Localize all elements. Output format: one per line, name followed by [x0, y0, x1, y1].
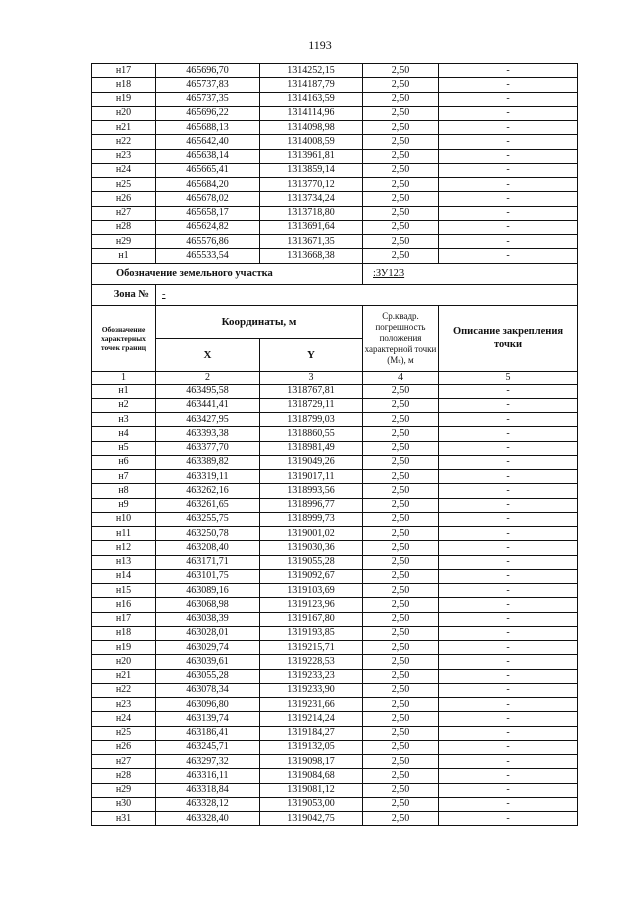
point-name-cell: н23 — [92, 698, 156, 712]
mean-error-cell: 2,50 — [363, 555, 439, 569]
point-name-cell: н2 — [92, 398, 156, 412]
mean-error-cell: 2,50 — [363, 135, 439, 149]
mean-error-cell: 2,50 — [363, 384, 439, 398]
mean-error-cell: 2,50 — [363, 441, 439, 455]
header-row-1 — [92, 305, 578, 338]
point-name-cell: н19 — [92, 92, 156, 106]
x-coordinate-cell: 463055,28 — [156, 669, 260, 683]
x-coordinate-cell: 463068,98 — [156, 598, 260, 612]
y-coordinate-cell: 1319042,75 — [260, 812, 363, 826]
mean-error-cell: 2,50 — [363, 712, 439, 726]
y-coordinate-cell: 1319092,67 — [260, 569, 363, 583]
x-coordinate-cell: 463495,58 — [156, 384, 260, 398]
table-row — [92, 78, 578, 92]
y-coordinate-cell: 1319214,24 — [260, 712, 363, 726]
description-cell: - — [439, 769, 578, 783]
table-row — [92, 641, 578, 655]
table-row — [92, 783, 578, 797]
table-row — [92, 726, 578, 740]
description-cell: - — [439, 92, 578, 106]
x-coordinate-cell: 463039,61 — [156, 655, 260, 669]
point-name-cell: н23 — [92, 149, 156, 163]
description-cell: - — [439, 641, 578, 655]
table-row — [92, 220, 578, 234]
x-coordinate-cell: 463316,11 — [156, 769, 260, 783]
table-row — [92, 427, 578, 441]
table-body-top — [92, 64, 578, 264]
table-row — [92, 712, 578, 726]
point-name-cell: н25 — [92, 178, 156, 192]
parcel-value: :ЗУ123 — [363, 263, 578, 284]
x-coordinate-cell: 465688,13 — [156, 121, 260, 135]
description-cell: - — [439, 626, 578, 640]
point-name-cell: н10 — [92, 512, 156, 526]
table-row — [92, 683, 578, 697]
zone-label: Зона № — [92, 284, 156, 305]
y-coordinate-cell: 1318981,49 — [260, 441, 363, 455]
description-cell: - — [439, 249, 578, 263]
mean-error-cell: 2,50 — [363, 92, 439, 106]
table-row — [92, 178, 578, 192]
x-coordinate-cell: 463250,78 — [156, 527, 260, 541]
y-coordinate-cell: 1318860,55 — [260, 427, 363, 441]
x-coordinate-cell: 463089,16 — [156, 584, 260, 598]
y-coordinate-cell: 1313961,81 — [260, 149, 363, 163]
description-cell: - — [439, 797, 578, 811]
point-name-cell: н24 — [92, 712, 156, 726]
mean-error-cell: 2,50 — [363, 192, 439, 206]
point-name-cell: н27 — [92, 755, 156, 769]
y-coordinate-cell: 1319123,96 — [260, 598, 363, 612]
mean-error-cell: 2,50 — [363, 249, 439, 263]
mean-error-cell: 2,50 — [363, 641, 439, 655]
mean-error-cell: 2,50 — [363, 683, 439, 697]
table-row — [92, 249, 578, 263]
x-coordinate-cell: 465658,17 — [156, 206, 260, 220]
point-name-cell: н15 — [92, 584, 156, 598]
y-coordinate-cell: 1319053,00 — [260, 797, 363, 811]
y-coordinate-cell: 1319001,02 — [260, 527, 363, 541]
table-body-bottom — [92, 384, 578, 826]
point-name-cell: н25 — [92, 726, 156, 740]
mean-error-cell: 2,50 — [363, 755, 439, 769]
mean-error-cell: 2,50 — [363, 413, 439, 427]
table-row — [92, 106, 578, 120]
table-row — [92, 398, 578, 412]
description-cell: - — [439, 812, 578, 826]
mean-error-cell: 2,50 — [363, 178, 439, 192]
table-row — [92, 235, 578, 249]
description-cell: - — [439, 584, 578, 598]
column-number: 5 — [439, 371, 578, 384]
description-cell: - — [439, 783, 578, 797]
column-number: 3 — [260, 371, 363, 384]
table-row — [92, 541, 578, 555]
description-cell: - — [439, 555, 578, 569]
point-name-cell: н21 — [92, 669, 156, 683]
mean-error-cell: 2,50 — [363, 598, 439, 612]
point-name-cell: н6 — [92, 455, 156, 469]
description-cell: - — [439, 427, 578, 441]
point-name-cell: н16 — [92, 598, 156, 612]
description-cell: - — [439, 398, 578, 412]
y-coordinate-cell: 1314114,96 — [260, 106, 363, 120]
header-coordinates: Координаты, м — [156, 305, 363, 338]
header-mean-error: Ср.квадр. погрешность положения характерной точки (Mₜ), м — [363, 305, 439, 371]
mean-error-cell: 2,50 — [363, 612, 439, 626]
description-cell: - — [439, 470, 578, 484]
mean-error-cell: 2,50 — [363, 669, 439, 683]
y-coordinate-cell: 1313770,12 — [260, 178, 363, 192]
y-coordinate-cell: 1319233,23 — [260, 669, 363, 683]
y-coordinate-cell: 1319167,80 — [260, 612, 363, 626]
description-cell: - — [439, 612, 578, 626]
mean-error-cell: 2,50 — [363, 569, 439, 583]
mean-error-cell: 2,50 — [363, 455, 439, 469]
point-name-cell: н18 — [92, 626, 156, 640]
y-coordinate-cell: 1318993,56 — [260, 484, 363, 498]
column-number: 4 — [363, 371, 439, 384]
mean-error-cell: 2,50 — [363, 220, 439, 234]
y-coordinate-cell: 1319228,53 — [260, 655, 363, 669]
mean-error-cell: 2,50 — [363, 163, 439, 177]
y-coordinate-cell: 1318996,77 — [260, 498, 363, 512]
mean-error-cell: 2,50 — [363, 541, 439, 555]
point-name-cell: н28 — [92, 220, 156, 234]
table-row — [92, 413, 578, 427]
table-row — [92, 121, 578, 135]
table-row — [92, 484, 578, 498]
column-number: 1 — [92, 371, 156, 384]
description-cell: - — [439, 455, 578, 469]
mean-error-cell: 2,50 — [363, 584, 439, 598]
mean-error-cell: 2,50 — [363, 769, 439, 783]
table-row — [92, 569, 578, 583]
x-coordinate-cell: 463101,75 — [156, 569, 260, 583]
table-row — [92, 384, 578, 398]
point-name-cell: н27 — [92, 206, 156, 220]
x-coordinate-cell: 463255,75 — [156, 512, 260, 526]
y-coordinate-cell: 1319055,28 — [260, 555, 363, 569]
y-coordinate-cell: 1319030,36 — [260, 541, 363, 555]
point-name-cell: н21 — [92, 121, 156, 135]
point-name-cell: н18 — [92, 78, 156, 92]
mean-error-cell: 2,50 — [363, 427, 439, 441]
y-coordinate-cell: 1319193,85 — [260, 626, 363, 640]
mean-error-cell: 2,50 — [363, 398, 439, 412]
description-cell: - — [439, 755, 578, 769]
description-cell: - — [439, 121, 578, 135]
x-coordinate-cell: 465642,40 — [156, 135, 260, 149]
point-name-cell: н20 — [92, 106, 156, 120]
mean-error-cell: 2,50 — [363, 726, 439, 740]
mean-error-cell: 2,50 — [363, 149, 439, 163]
mean-error-cell: 2,50 — [363, 797, 439, 811]
description-cell: - — [439, 149, 578, 163]
table-row — [92, 135, 578, 149]
point-name-cell: н31 — [92, 812, 156, 826]
x-coordinate-cell: 463186,41 — [156, 726, 260, 740]
y-coordinate-cell: 1314187,79 — [260, 78, 363, 92]
table-row — [92, 769, 578, 783]
description-cell: - — [439, 441, 578, 455]
point-name-cell: н26 — [92, 192, 156, 206]
y-coordinate-cell: 1318767,81 — [260, 384, 363, 398]
point-name-cell: н22 — [92, 683, 156, 697]
point-name-cell: н14 — [92, 569, 156, 583]
y-coordinate-cell: 1319081,12 — [260, 783, 363, 797]
description-cell: - — [439, 384, 578, 398]
table-row — [92, 163, 578, 177]
mean-error-cell: 2,50 — [363, 235, 439, 249]
point-name-cell: н12 — [92, 541, 156, 555]
x-coordinate-cell: 463029,74 — [156, 641, 260, 655]
description-cell: - — [439, 683, 578, 697]
description-cell: - — [439, 698, 578, 712]
table-row — [92, 669, 578, 683]
y-coordinate-cell: 1319184,27 — [260, 726, 363, 740]
x-coordinate-cell: 463262,16 — [156, 484, 260, 498]
description-cell: - — [439, 726, 578, 740]
x-coordinate-cell: 463078,34 — [156, 683, 260, 697]
x-coordinate-cell: 463208,40 — [156, 541, 260, 555]
x-coordinate-cell: 463427,95 — [156, 413, 260, 427]
x-coordinate-cell: 463038,39 — [156, 612, 260, 626]
point-name-cell: н8 — [92, 484, 156, 498]
y-coordinate-cell: 1319049,26 — [260, 455, 363, 469]
description-cell: - — [439, 498, 578, 512]
y-coordinate-cell: 1319215,71 — [260, 641, 363, 655]
mean-error-cell: 2,50 — [363, 470, 439, 484]
table-row — [92, 441, 578, 455]
point-name-cell: н9 — [92, 498, 156, 512]
point-name-cell: н3 — [92, 413, 156, 427]
y-coordinate-cell: 1319132,05 — [260, 740, 363, 754]
description-cell: - — [439, 206, 578, 220]
x-coordinate-cell: 463318,84 — [156, 783, 260, 797]
point-name-cell: н17 — [92, 64, 156, 78]
table-row — [92, 470, 578, 484]
table-row — [92, 512, 578, 526]
y-coordinate-cell: 1318729,11 — [260, 398, 363, 412]
mean-error-cell: 2,50 — [363, 498, 439, 512]
description-cell: - — [439, 64, 578, 78]
x-coordinate-cell: 463139,74 — [156, 712, 260, 726]
table-row — [92, 455, 578, 469]
y-coordinate-cell: 1319017,11 — [260, 470, 363, 484]
y-coordinate-cell: 1319084,68 — [260, 769, 363, 783]
mean-error-cell: 2,50 — [363, 698, 439, 712]
mean-error-cell: 2,50 — [363, 655, 439, 669]
y-coordinate-cell: 1313691,64 — [260, 220, 363, 234]
x-coordinate-cell: 465737,83 — [156, 78, 260, 92]
x-coordinate-cell: 465638,14 — [156, 149, 260, 163]
mean-error-cell: 2,50 — [363, 512, 439, 526]
point-name-cell: н13 — [92, 555, 156, 569]
description-cell: - — [439, 413, 578, 427]
mean-error-cell: 2,50 — [363, 78, 439, 92]
description-cell: - — [439, 669, 578, 683]
description-cell: - — [439, 655, 578, 669]
point-name-cell: н24 — [92, 163, 156, 177]
mean-error-cell: 2,50 — [363, 206, 439, 220]
point-name-cell: н4 — [92, 427, 156, 441]
table-row — [92, 812, 578, 826]
description-cell: - — [439, 740, 578, 754]
x-coordinate-cell: 463028,01 — [156, 626, 260, 640]
column-number-row — [92, 371, 578, 384]
header-y: Y — [260, 338, 363, 371]
zone-row — [92, 284, 578, 305]
mean-error-cell: 2,50 — [363, 740, 439, 754]
table-row — [92, 149, 578, 163]
description-cell: - — [439, 178, 578, 192]
coordinates-table — [91, 63, 578, 826]
mean-error-cell: 2,50 — [363, 783, 439, 797]
table-row — [92, 584, 578, 598]
x-coordinate-cell: 463171,71 — [156, 555, 260, 569]
x-coordinate-cell: 463096,80 — [156, 698, 260, 712]
point-name-cell: н7 — [92, 470, 156, 484]
x-coordinate-cell: 465624,82 — [156, 220, 260, 234]
x-coordinate-cell: 465684,20 — [156, 178, 260, 192]
description-cell: - — [439, 220, 578, 234]
x-coordinate-cell: 463393,38 — [156, 427, 260, 441]
point-name-cell: н22 — [92, 135, 156, 149]
y-coordinate-cell: 1313859,14 — [260, 163, 363, 177]
mean-error-cell: 2,50 — [363, 527, 439, 541]
y-coordinate-cell: 1319098,17 — [260, 755, 363, 769]
table-row — [92, 755, 578, 769]
y-coordinate-cell: 1314163,59 — [260, 92, 363, 106]
x-coordinate-cell: 465665,41 — [156, 163, 260, 177]
table-row — [92, 598, 578, 612]
point-name-cell: н1 — [92, 384, 156, 398]
y-coordinate-cell: 1319231,66 — [260, 698, 363, 712]
y-coordinate-cell: 1319233,90 — [260, 683, 363, 697]
mean-error-cell: 2,50 — [363, 626, 439, 640]
description-cell: - — [439, 512, 578, 526]
y-coordinate-cell: 1313668,38 — [260, 249, 363, 263]
description-cell: - — [439, 106, 578, 120]
mean-error-cell: 2,50 — [363, 64, 439, 78]
x-coordinate-cell: 463389,82 — [156, 455, 260, 469]
y-coordinate-cell: 1318999,73 — [260, 512, 363, 526]
table-row — [92, 92, 578, 106]
point-name-cell: н26 — [92, 740, 156, 754]
x-coordinate-cell: 463319,11 — [156, 470, 260, 484]
header-description: Описание закрепления точки — [439, 305, 578, 371]
x-coordinate-cell: 463261,65 — [156, 498, 260, 512]
x-coordinate-cell: 463441,41 — [156, 398, 260, 412]
description-cell: - — [439, 541, 578, 555]
page-number: 1193 — [308, 38, 332, 52]
point-name-cell: н20 — [92, 655, 156, 669]
y-coordinate-cell: 1319103,69 — [260, 584, 363, 598]
header-x: X — [156, 338, 260, 371]
point-name-cell: н29 — [92, 235, 156, 249]
y-coordinate-cell: 1313718,80 — [260, 206, 363, 220]
x-coordinate-cell: 463328,40 — [156, 812, 260, 826]
table-row — [92, 655, 578, 669]
description-cell: - — [439, 78, 578, 92]
description-cell: - — [439, 192, 578, 206]
point-name-cell: н11 — [92, 527, 156, 541]
description-cell: - — [439, 484, 578, 498]
description-cell: - — [439, 235, 578, 249]
parcel-label: Обозначение земельного участка — [92, 263, 363, 284]
y-coordinate-cell: 1313734,24 — [260, 192, 363, 206]
x-coordinate-cell: 465696,22 — [156, 106, 260, 120]
description-cell: - — [439, 598, 578, 612]
table-section-header — [92, 263, 578, 384]
table-row — [92, 797, 578, 811]
description-cell: - — [439, 712, 578, 726]
x-coordinate-cell: 463328,12 — [156, 797, 260, 811]
mean-error-cell: 2,50 — [363, 106, 439, 120]
x-coordinate-cell: 465737,35 — [156, 92, 260, 106]
table-row — [92, 740, 578, 754]
point-name-cell: н5 — [92, 441, 156, 455]
x-coordinate-cell: 465696,70 — [156, 64, 260, 78]
mean-error-cell: 2,50 — [363, 121, 439, 135]
x-coordinate-cell: 465533,54 — [156, 249, 260, 263]
table-row — [92, 206, 578, 220]
x-coordinate-cell: 465576,86 — [156, 235, 260, 249]
table-row — [92, 626, 578, 640]
table-row — [92, 698, 578, 712]
x-coordinate-cell: 463245,71 — [156, 740, 260, 754]
x-coordinate-cell: 463297,32 — [156, 755, 260, 769]
description-cell: - — [439, 135, 578, 149]
description-cell: - — [439, 527, 578, 541]
x-coordinate-cell: 463377,70 — [156, 441, 260, 455]
y-coordinate-cell: 1318799,03 — [260, 413, 363, 427]
column-number: 2 — [156, 371, 260, 384]
point-name-cell: н28 — [92, 769, 156, 783]
table-row — [92, 555, 578, 569]
x-coordinate-cell: 465678,02 — [156, 192, 260, 206]
header-point-designation: Обозначение характерных точек границ — [92, 305, 156, 371]
description-cell: - — [439, 569, 578, 583]
table-row — [92, 498, 578, 512]
point-name-cell: н1 — [92, 249, 156, 263]
parcel-row — [92, 263, 578, 284]
description-cell: - — [439, 163, 578, 177]
y-coordinate-cell: 1313671,35 — [260, 235, 363, 249]
y-coordinate-cell: 1314098,98 — [260, 121, 363, 135]
table-row — [92, 64, 578, 78]
point-name-cell: н19 — [92, 641, 156, 655]
table-row — [92, 192, 578, 206]
table-row — [92, 527, 578, 541]
mean-error-cell: 2,50 — [363, 484, 439, 498]
zone-value: - — [156, 284, 578, 305]
point-name-cell: н29 — [92, 783, 156, 797]
table-row — [92, 612, 578, 626]
point-name-cell: н17 — [92, 612, 156, 626]
mean-error-cell: 2,50 — [363, 812, 439, 826]
y-coordinate-cell: 1314252,15 — [260, 64, 363, 78]
y-coordinate-cell: 1314008,59 — [260, 135, 363, 149]
point-name-cell: н30 — [92, 797, 156, 811]
